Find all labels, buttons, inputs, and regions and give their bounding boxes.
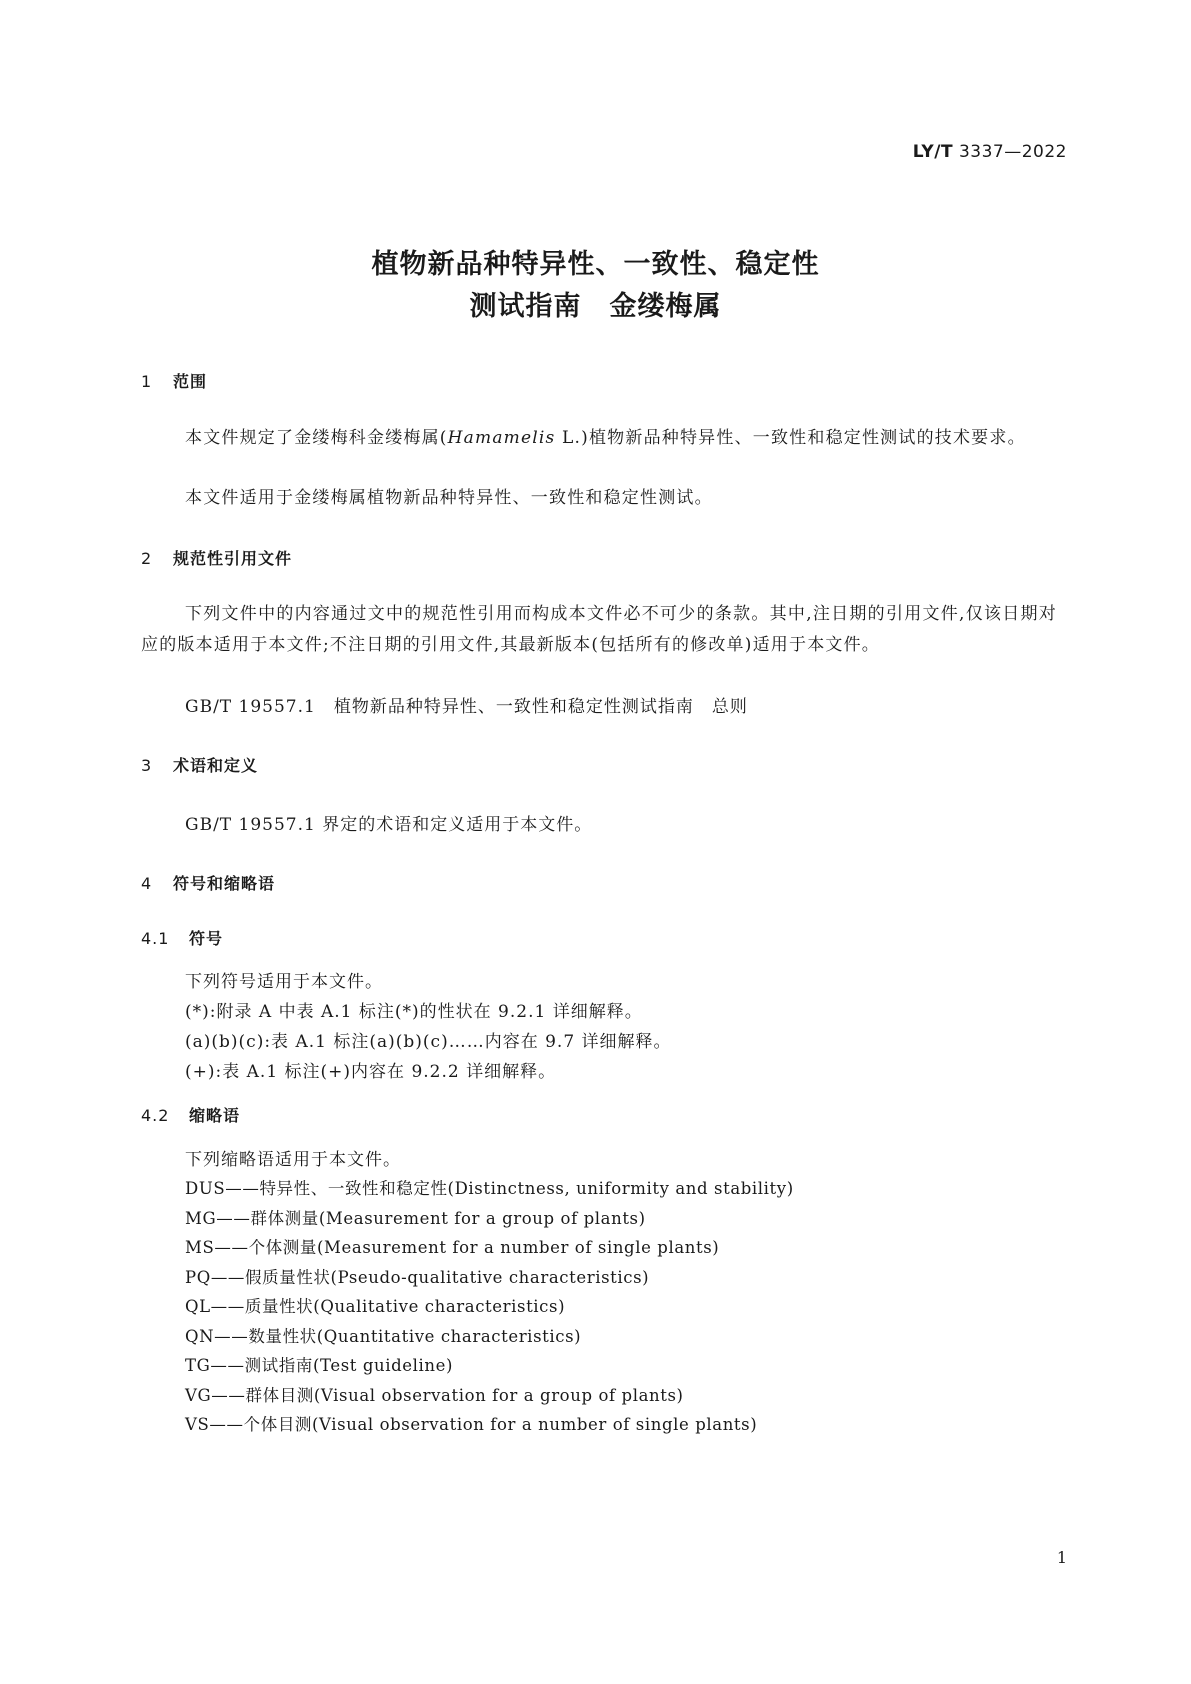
abbreviation-item: VS——个体目测(Visual observation for a number of single plants) xyxy=(185,1415,758,1434)
page-number: 1 xyxy=(1056,1548,1067,1567)
abbreviation-item: QL——质量性状(Qualitative characteristics) xyxy=(185,1297,566,1316)
symbol-item: (a)(b)(c):表 A.1 标注(a)(b)(c)……内容在 9.7 详细解释。 xyxy=(185,1032,672,1052)
document-title xyxy=(0,244,1191,328)
title-line-2: 测试指南 金缕梅属 xyxy=(469,291,722,322)
section-1-paragraph-2: 本文件适用于金缕梅属植物新品种特异性、一致性和稳定性测试。 xyxy=(185,488,713,508)
symbol-item: (+):表 A.1 标注(+)内容在 9.2.2 详细解释。 xyxy=(185,1062,557,1082)
abbreviation-item: VG——群体目测(Visual observation for a group of plants) xyxy=(185,1386,684,1405)
section-2-paragraph-1: 下列文件中的内容通过文中的规范性引用而构成本文件必不可少的条款。其中,注日期的引用文件,仅该日期对应的版本适用于本文件;不注日期的引用文件,其最新版本(包括所有的修改单)适用于本文件。 xyxy=(141,604,1057,655)
standard-code: LY/T 3337—2022 xyxy=(912,142,1067,162)
symbol-item: (*):附录 A 中表 A.1 标注(*)的性状在 9.2.1 详细解释。 xyxy=(185,1002,643,1022)
abbreviation-item: PQ——假质量性状(Pseudo-qualitative characteristics) xyxy=(185,1268,650,1287)
abbreviation-item: QN——数量性状(Quantitative characteristics) xyxy=(185,1327,582,1346)
abbreviation-item: MG——群体测量(Measurement for a group of plants) xyxy=(185,1209,646,1228)
abbreviation-item: TG——测试指南(Test guideline) xyxy=(185,1356,454,1375)
normative-reference: GB/T 19557.1 植物新品种特异性、一致性和稳定性测试指南 总则 xyxy=(185,697,748,717)
abbreviations-intro: 下列缩略语适用于本文件。 xyxy=(185,1150,401,1170)
abbreviation-item: MS——个体测量(Measurement for a number of single plants) xyxy=(185,1238,720,1257)
title-line-1: 植物新品种特异性、一致性、稳定性 xyxy=(371,249,820,280)
section-2-heading: 2 规范性引用文件 xyxy=(141,549,293,568)
section-3-paragraph-1: GB/T 19557.1 界定的术语和定义适用于本文件。 xyxy=(185,815,593,835)
symbols-intro: 下列符号适用于本文件。 xyxy=(185,972,383,992)
section-1-heading: 1 范围 xyxy=(141,372,208,391)
section-4-2-heading: 4.2 缩略语 xyxy=(141,1106,241,1125)
abbreviation-item: DUS——特异性、一致性和稳定性(Distinctness, uniformity and stability) xyxy=(185,1179,794,1198)
section-3-heading: 3 术语和定义 xyxy=(141,756,259,775)
section-4-1-heading: 4.1 符号 xyxy=(141,929,224,948)
section-1-paragraph-1: 本文件规定了金缕梅科金缕梅属(Hamamelis L.)植物新品种特异性、一致性和稳定性测试的技术要求。 xyxy=(185,428,1026,448)
section-4-heading: 4 符号和缩略语 xyxy=(141,874,276,893)
